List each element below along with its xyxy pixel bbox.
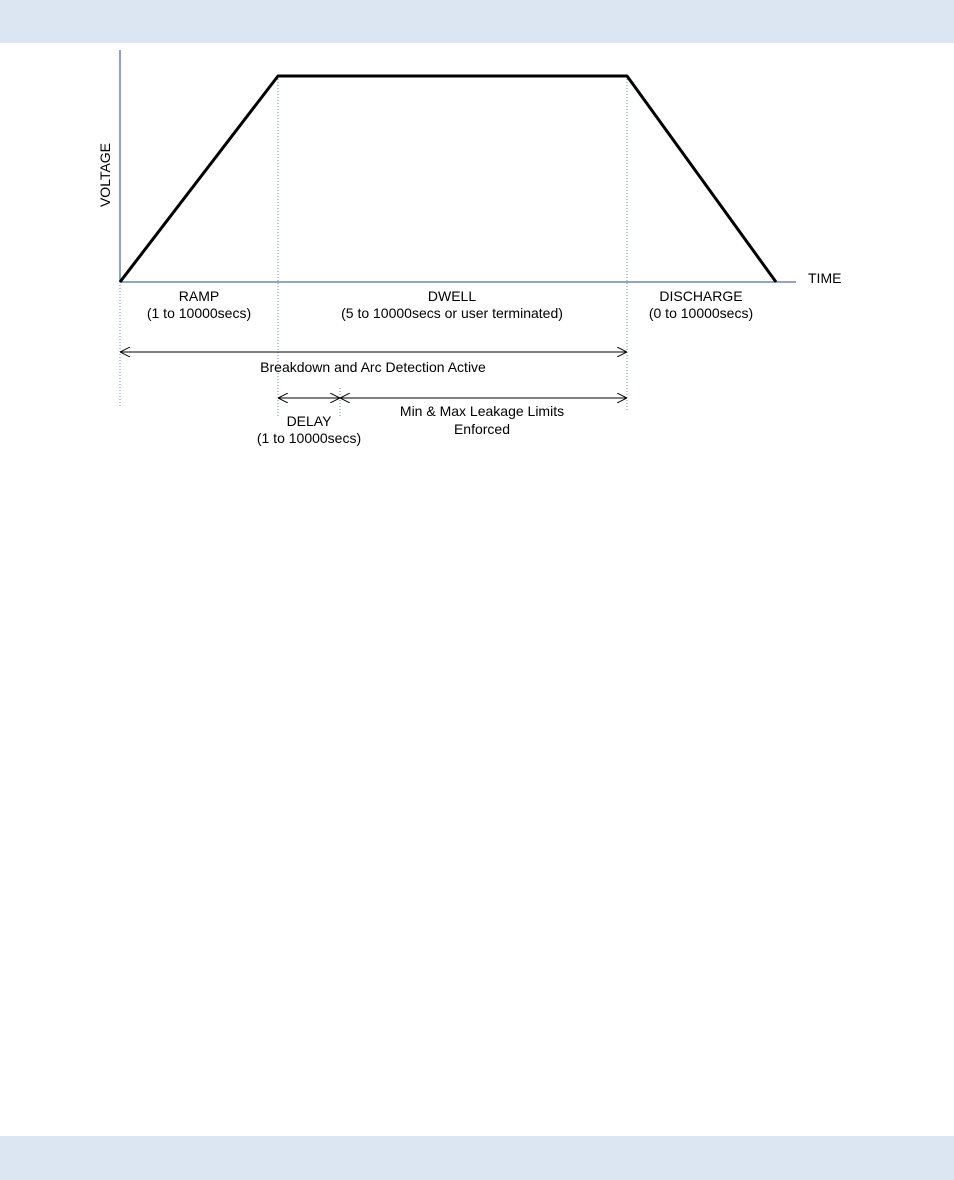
- delay-range: (1 to 10000secs): [256, 430, 362, 446]
- ramp-label: RAMP: [178, 288, 220, 304]
- ramp-range: (1 to 10000secs): [146, 305, 252, 321]
- discharge-label: DISCHARGE: [659, 288, 743, 304]
- dwell-range: (5 to 10000secs or user terminated): [341, 305, 563, 321]
- voltage-profile-line: [120, 76, 776, 282]
- leakage-label-line2: Enforced: [453, 421, 511, 437]
- delay-label: DELAY: [286, 413, 332, 429]
- x-axis-label: TIME: [808, 270, 842, 286]
- y-axis-label: VOLTAGE: [97, 142, 113, 208]
- footer-band: [0, 1136, 954, 1180]
- breakdown-label: Breakdown and Arc Detection Active: [260, 359, 486, 375]
- leakage-label-line1: Min & Max Leakage Limits: [399, 403, 565, 419]
- discharge-range: (0 to 10000secs): [648, 305, 754, 321]
- dwell-label: DWELL: [427, 288, 477, 304]
